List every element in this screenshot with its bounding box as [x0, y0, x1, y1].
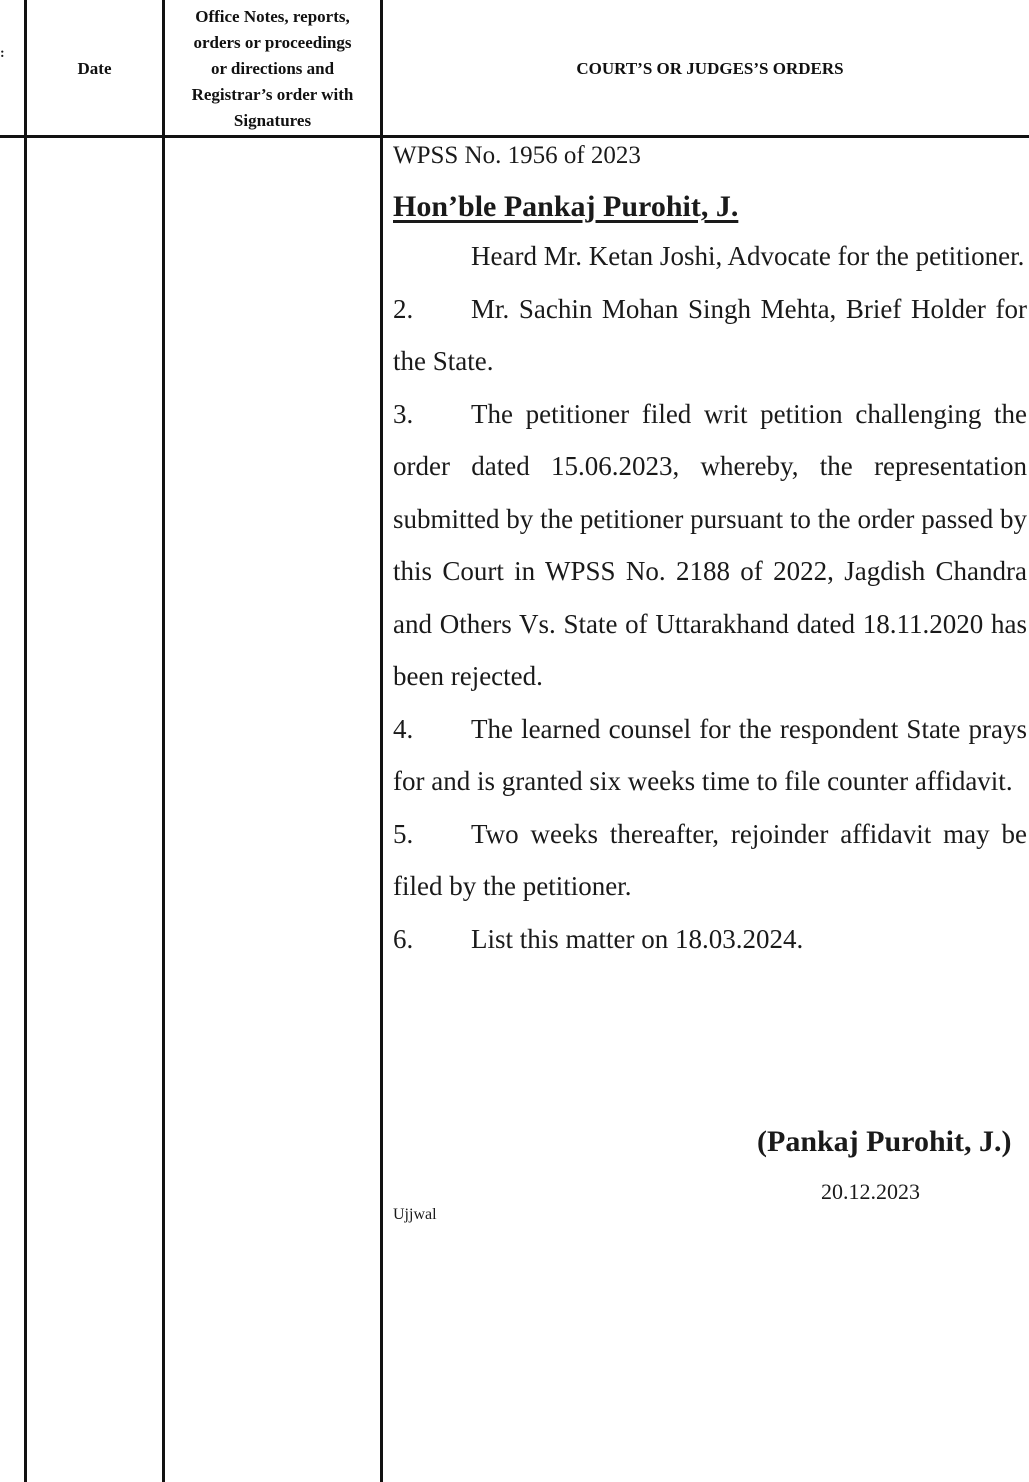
date-header-label: Date: [77, 58, 112, 78]
paragraph-text: Heard Mr. Ketan Joshi, Advocate for the petitioner.: [471, 241, 1025, 271]
paragraph-text: Mr. Sachin Mohan Singh Mehta, Brief Holder for the State.: [393, 293, 1027, 376]
paragraph-number: 4.: [393, 713, 414, 744]
case-number: WPSS No. 1956 of 2023: [393, 142, 641, 169]
office-notes-header-line: orders or proceedings: [193, 32, 352, 52]
order-paragraph: [393, 283, 1027, 388]
judge-signature: (Pankaj Purohit, J.): [757, 1125, 1012, 1158]
column-divider-2: [162, 0, 165, 1482]
order-paragraph: [393, 808, 1027, 913]
paragraph-text: The learned counsel for the respondent State prays for and is granted six weeks time to file counter affidavit.: [393, 713, 1027, 796]
office-notes-header-line: Registrar’s order with: [191, 84, 354, 104]
paragraph-text: Two weeks thereafter, rejoinder affidavit may be filed by the petitioner.: [393, 818, 1027, 901]
column-divider-1: [24, 0, 27, 1482]
order-paragraph: [393, 703, 1027, 808]
office-notes-column-header: [165, 0, 380, 137]
paragraph-text: The petitioner filed writ petition challenging the order dated 15.06.2023, whereby, the representation submitted by the petitioner pursuant to the order passed by this Court in WPSS No. 2188 of 2022, Jagdish Chandra and Others Vs. State of Uttarakhand dated 18.11.2020 has been rejected.: [393, 398, 1027, 691]
paragraph-number: 3.: [393, 398, 414, 429]
paragraph-number: 2.: [393, 293, 414, 324]
paragraph-number: 5.: [393, 818, 414, 849]
office-notes-header-line: Signatures: [233, 110, 312, 130]
column-divider-3: [380, 0, 383, 1482]
signature-date: 20.12.2023: [821, 1179, 920, 1204]
order-content: [393, 138, 1027, 965]
orders-header-label: COURT’S OR JUDGES’S ORDERS: [576, 58, 844, 78]
order-paragraph: [393, 388, 1027, 703]
orders-column-header: [383, 0, 1029, 137]
date-column-header: [27, 0, 162, 137]
order-paragraph: [393, 230, 1027, 283]
paragraph-text: List this matter on 18.03.2024.: [471, 923, 804, 954]
paragraph-number: 6.: [393, 923, 414, 954]
office-notes-header-line: Office Notes, reports,: [195, 6, 350, 26]
cropped-column-mark: :: [0, 46, 5, 61]
judge-name: Hon’ble Pankaj Purohit, J.: [393, 190, 739, 223]
office-notes-header-text: [192, 4, 354, 134]
typist-initials: Ujjwal: [393, 1206, 437, 1223]
office-notes-header-line: or directions and: [210, 58, 335, 78]
order-paragraph: [393, 913, 1027, 966]
